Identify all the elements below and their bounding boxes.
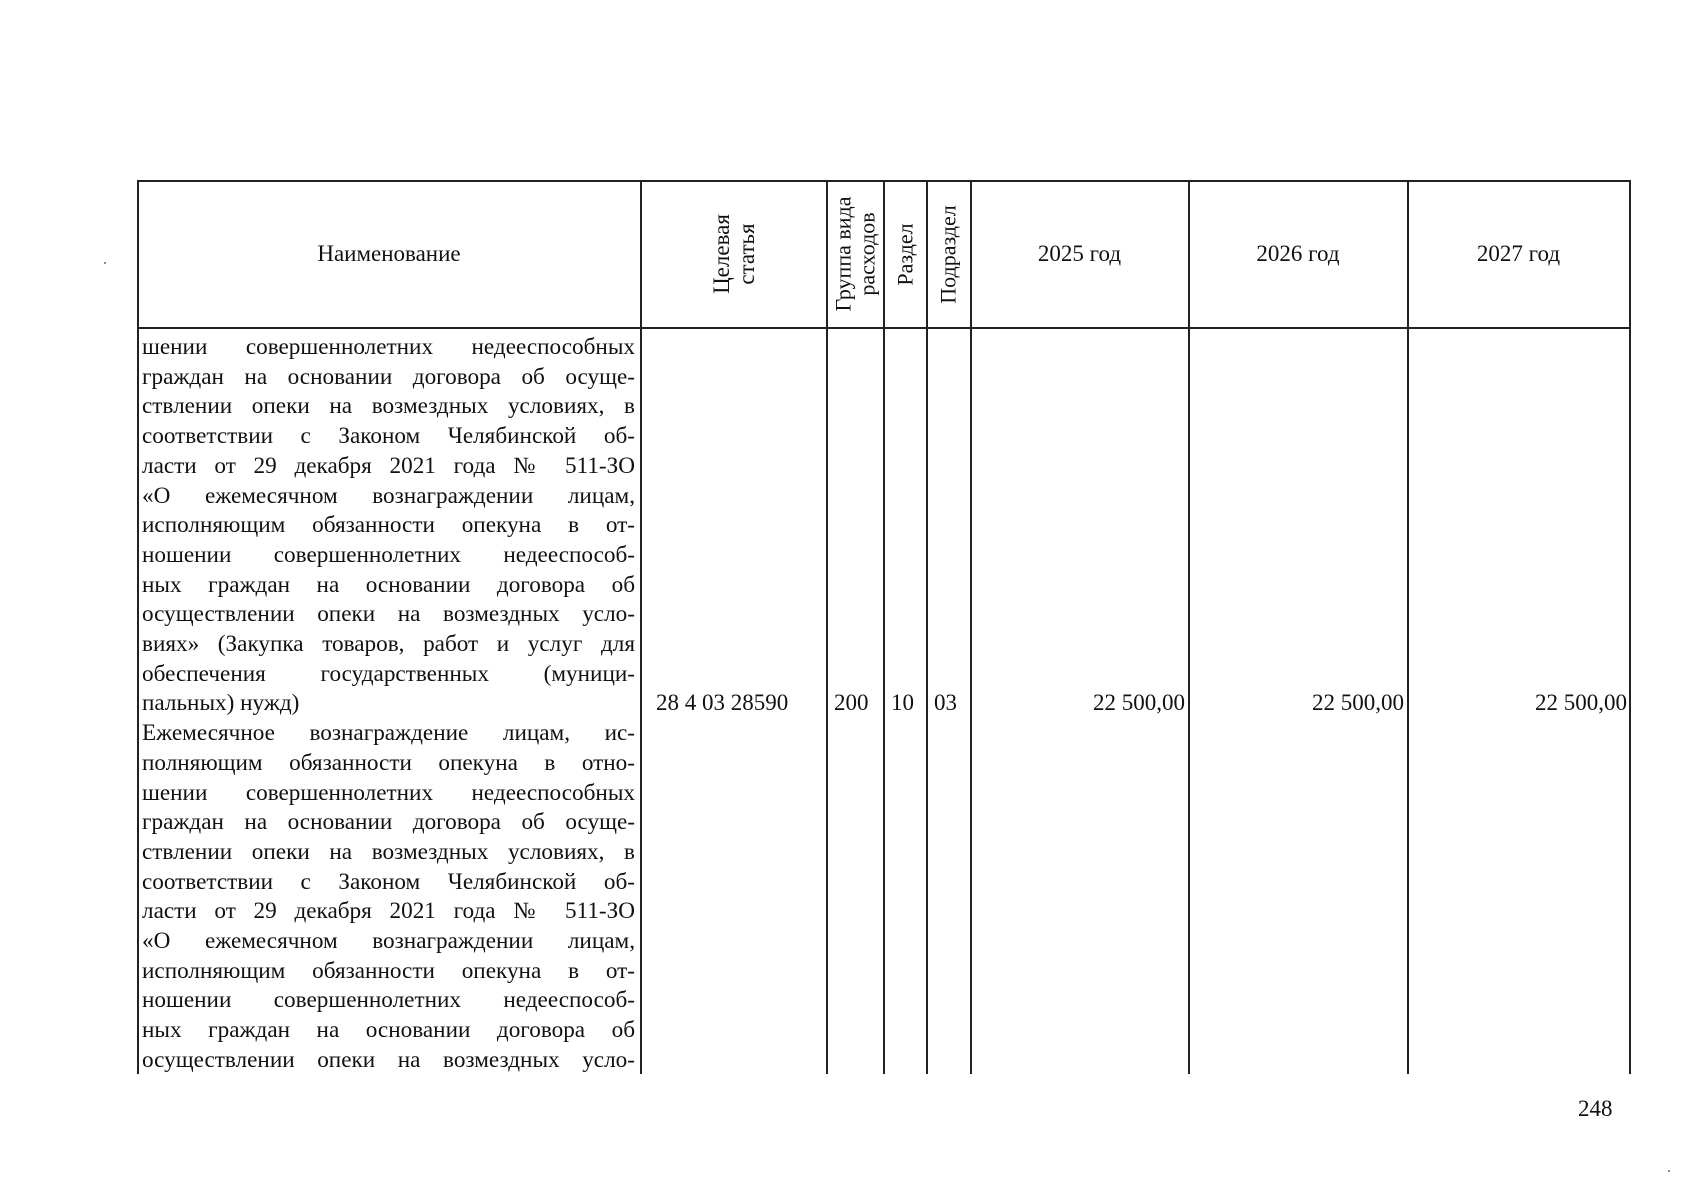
scan-speck bbox=[104, 262, 106, 264]
row-name-line: осуществлении опеки на возмездных усло- bbox=[142, 1046, 635, 1073]
row-2027-amount: 22 500,00 bbox=[1535, 690, 1627, 715]
col-border-right bbox=[1629, 180, 1631, 1074]
row-section: 10 bbox=[891, 690, 914, 715]
row-name-line: ношении совершеннолетних недееспособ- bbox=[142, 987, 635, 1014]
row-name-line: исполняющим обязанности опекуна в от- bbox=[142, 957, 635, 984]
header-target-article-line2: статья bbox=[733, 223, 759, 285]
row-name-line: соответствии с Законом Челябинской об- bbox=[142, 423, 635, 450]
row-name-line: соответствии с Законом Челябинской об- bbox=[142, 868, 635, 895]
header-section bbox=[884, 181, 926, 327]
row-name-line: ношении совершеннолетних недееспособ- bbox=[142, 541, 635, 568]
row-name-line: осуществлении опеки на возмездных усло- bbox=[142, 601, 635, 628]
row-2025-amount: 22 500,00 bbox=[1093, 690, 1185, 715]
header-subsection bbox=[927, 181, 970, 327]
row-target-article: 28 4 03 28590 bbox=[656, 690, 789, 715]
row-name-line: ных граждан на основании договора об bbox=[142, 1017, 635, 1044]
header-2025: 2025 год bbox=[1037, 241, 1122, 266]
row-name-line: ласти от 29 декабря 2021 года № 511-ЗО bbox=[142, 898, 635, 925]
row-name-line: исполняющим обязанности опекуна в от- bbox=[142, 512, 635, 539]
row-name-line: шении совершеннолетних недееспособных bbox=[142, 334, 635, 360]
row-expense-group: 200 bbox=[834, 690, 869, 715]
row-name-line: обеспечения государственных (муници- bbox=[142, 660, 635, 687]
row-name-line: граждан на основании договора об осуще- bbox=[142, 809, 635, 836]
page-number: 248 bbox=[1578, 1096, 1613, 1121]
row-name-line: граждан на основании договора об осуще- bbox=[142, 363, 635, 390]
header-expense-group bbox=[827, 181, 883, 327]
row-subsection: 03 bbox=[934, 690, 957, 715]
row-name-line: «О ежемесячном вознаграждении лицам, bbox=[142, 482, 635, 509]
row-name-line: ствлении опеки на возмездных условиях, в bbox=[142, 393, 635, 420]
row-name-line: виях» (Закупка товаров, работ и услуг для bbox=[142, 631, 635, 658]
header-target-article bbox=[641, 181, 826, 327]
header-2026: 2026 год bbox=[1256, 241, 1340, 266]
row-name-text bbox=[142, 333, 635, 1076]
header-section-label: Раздел bbox=[892, 222, 918, 286]
row-name-line: ласти от 29 декабря 2021 года № 511-ЗО bbox=[142, 452, 635, 479]
row-name-line: ных граждан на основании договора об bbox=[142, 571, 635, 598]
header-subsection-label: Подраздел bbox=[936, 204, 962, 304]
header-expense-group-line1: Группа вида bbox=[830, 196, 856, 312]
header-target-article-line1: Целевая bbox=[708, 214, 734, 294]
row-2026-amount: 22 500,00 bbox=[1312, 690, 1404, 715]
header-2027: 2027 год bbox=[1476, 241, 1561, 266]
row-name-line: «О ежемесячном вознаграждении лицам, bbox=[142, 928, 635, 955]
row-name-line: пальных) нужд) bbox=[142, 690, 300, 717]
header-expense-group-line2: расходов bbox=[854, 212, 880, 296]
scan-speck bbox=[1668, 1170, 1670, 1172]
row-name-line: Ежемесячное вознаграждение лицам, ис- bbox=[142, 720, 635, 747]
row-name-line: шении совершеннолетних недееспособных bbox=[142, 779, 635, 806]
row-name-line: ствлении опеки на возмездных условиях, в bbox=[142, 838, 635, 865]
header-name: Наименование bbox=[317, 241, 461, 266]
row-name-line: полняющим обязанности опекуна в отно- bbox=[142, 749, 635, 776]
